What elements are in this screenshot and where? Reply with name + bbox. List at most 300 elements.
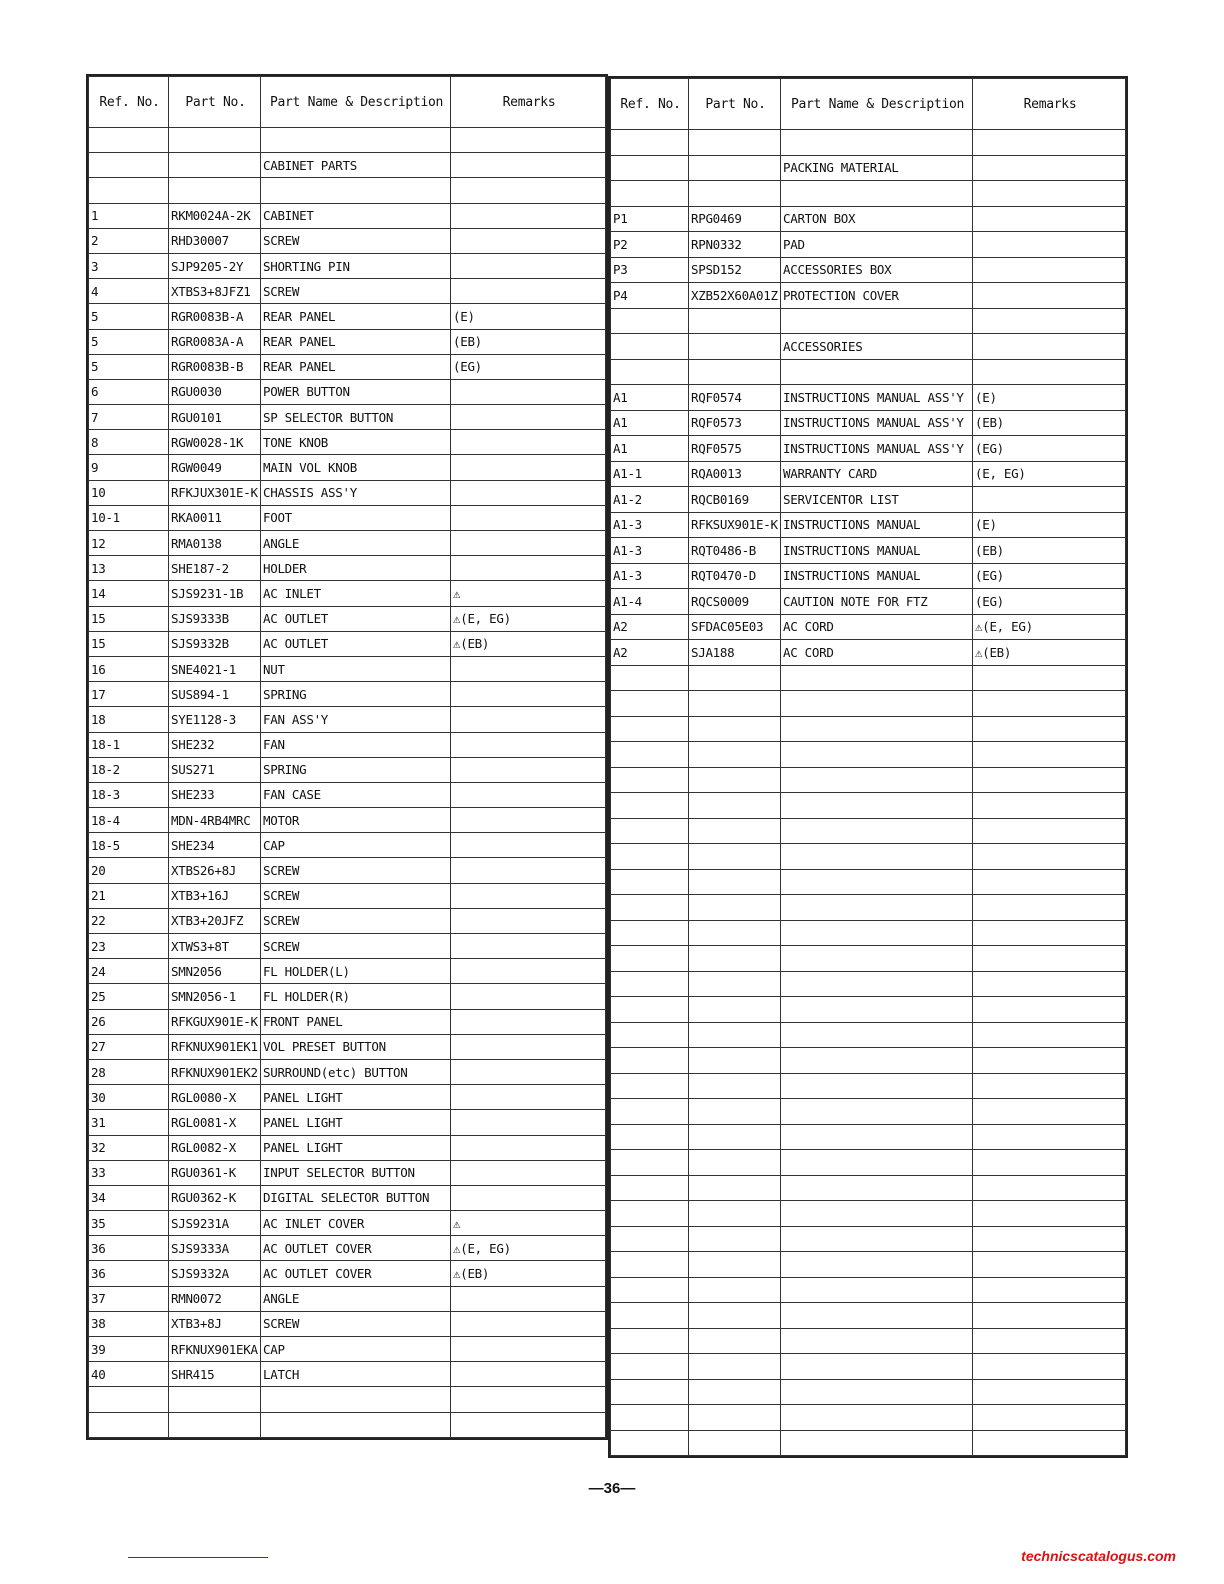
part-no-cell <box>169 128 261 153</box>
description-cell: ACCESSORIES <box>781 334 973 360</box>
table-row <box>611 257 1126 283</box>
part-no-cell <box>689 1201 781 1227</box>
table-row <box>89 379 606 404</box>
ref-no-cell <box>611 1201 689 1227</box>
description-cell: CARTON BOX <box>781 206 973 232</box>
table-row <box>611 283 1126 309</box>
ref-no-cell: A1 <box>611 410 689 436</box>
remarks-cell <box>973 1328 1126 1354</box>
part-no-cell: SJS9332A <box>169 1261 261 1286</box>
description-cell <box>781 1073 973 1099</box>
ref-no-cell <box>611 742 689 768</box>
remarks-cell <box>973 895 1126 921</box>
table-row <box>611 1073 1126 1099</box>
description-cell <box>781 1405 973 1431</box>
ref-no-cell <box>611 1354 689 1380</box>
description-cell <box>261 128 451 153</box>
description-cell <box>781 1354 973 1380</box>
remarks-cell <box>451 1311 606 1336</box>
part-no-cell <box>689 716 781 742</box>
ref-no-cell: 37 <box>89 1286 169 1311</box>
ref-no-cell <box>611 1405 689 1431</box>
part-no-cell <box>689 1022 781 1048</box>
description-cell <box>781 767 973 793</box>
part-no-cell <box>169 153 261 178</box>
ref-no-cell: 10-1 <box>89 505 169 530</box>
description-cell: VOL PRESET BUTTON <box>261 1034 451 1059</box>
ref-no-cell: 38 <box>89 1311 169 1336</box>
description-cell: FAN CASE <box>261 782 451 807</box>
part-no-cell <box>689 1379 781 1405</box>
remarks-cell: (E) <box>451 304 606 329</box>
remarks-cell <box>973 155 1126 181</box>
ref-no-cell <box>611 716 689 742</box>
part-no-cell: RQF0575 <box>689 436 781 462</box>
remarks-cell: ⚠(EB) <box>451 1261 606 1286</box>
ref-no-cell <box>611 1277 689 1303</box>
table-row <box>611 232 1126 258</box>
description-cell <box>781 1303 973 1329</box>
part-no-header: Part No. <box>689 79 781 130</box>
table-row <box>611 1277 1126 1303</box>
remarks-cell <box>451 732 606 757</box>
ref-no-cell: 8 <box>89 430 169 455</box>
description-cell: AC CORD <box>781 614 973 640</box>
ref-no-header: Ref. No. <box>89 77 169 128</box>
ref-no-cell: A1-4 <box>611 589 689 615</box>
table-row <box>89 253 606 278</box>
ref-no-cell <box>611 691 689 717</box>
description-cell: REAR PANEL <box>261 329 451 354</box>
remarks-cell <box>451 1110 606 1135</box>
table-row <box>89 833 606 858</box>
ref-no-cell: 1 <box>89 203 169 228</box>
remarks-cell <box>973 1405 1126 1431</box>
remarks-cell <box>973 334 1126 360</box>
description-cell: CAP <box>261 833 451 858</box>
part-no-cell: RQA0013 <box>689 461 781 487</box>
ref-no-cell <box>89 153 169 178</box>
table-row <box>89 153 606 178</box>
part-no-cell <box>689 997 781 1023</box>
ref-no-cell: 3 <box>89 253 169 278</box>
description-cell <box>781 359 973 385</box>
description-cell: FOOT <box>261 505 451 530</box>
ref-no-cell: 17 <box>89 682 169 707</box>
ref-no-cell: A1-3 <box>611 538 689 564</box>
table-row <box>89 279 606 304</box>
description-cell <box>781 818 973 844</box>
remarks-header: Remarks <box>451 77 606 128</box>
ref-no-cell <box>611 1252 689 1278</box>
ref-no-cell: A2 <box>611 640 689 666</box>
description-cell <box>781 1226 973 1252</box>
part-no-cell <box>689 1354 781 1380</box>
remarks-cell <box>973 1124 1126 1150</box>
remarks-cell <box>973 1048 1126 1074</box>
ref-no-cell <box>611 334 689 360</box>
description-cell: INPUT SELECTOR BUTTON <box>261 1160 451 1185</box>
remarks-cell <box>973 1430 1126 1456</box>
remarks-cell <box>973 869 1126 895</box>
description-cell <box>781 308 973 334</box>
ref-no-cell: 33 <box>89 1160 169 1185</box>
table-row <box>89 1387 606 1412</box>
table-row <box>611 1048 1126 1074</box>
part-no-cell: SHE232 <box>169 732 261 757</box>
part-no-cell <box>689 308 781 334</box>
table-row <box>611 818 1126 844</box>
description-cell <box>781 997 973 1023</box>
description-cell <box>781 1379 973 1405</box>
description-cell <box>781 181 973 207</box>
remarks-cell <box>973 1150 1126 1176</box>
ref-no-cell: 18-5 <box>89 833 169 858</box>
part-no-cell: SUS894-1 <box>169 682 261 707</box>
table-row <box>611 665 1126 691</box>
remarks-cell <box>451 1387 606 1412</box>
description-cell <box>781 1022 973 1048</box>
remarks-cell <box>451 253 606 278</box>
part-no-cell <box>689 1303 781 1329</box>
table-row <box>89 1034 606 1059</box>
ref-no-cell <box>611 1048 689 1074</box>
description-cell: INSTRUCTIONS MANUAL <box>781 538 973 564</box>
description-cell: FAN <box>261 732 451 757</box>
table-row <box>611 410 1126 436</box>
description-cell: AC INLET COVER <box>261 1211 451 1236</box>
table-row <box>89 531 606 556</box>
remarks-cell <box>451 808 606 833</box>
table-row <box>611 334 1126 360</box>
description-cell: CAUTION NOTE FOR FTZ <box>781 589 973 615</box>
table-row <box>611 563 1126 589</box>
remarks-cell <box>973 818 1126 844</box>
part-no-cell <box>689 844 781 870</box>
part-no-cell <box>689 1430 781 1456</box>
ref-no-cell: 5 <box>89 354 169 379</box>
remarks-cell <box>973 1277 1126 1303</box>
table-row <box>611 461 1126 487</box>
ref-no-cell <box>611 1175 689 1201</box>
table-row <box>89 1110 606 1135</box>
description-cell: ANGLE <box>261 1286 451 1311</box>
part-no-cell <box>689 895 781 921</box>
remarks-cell <box>451 1059 606 1084</box>
remarks-cell <box>973 359 1126 385</box>
ref-no-cell: 5 <box>89 304 169 329</box>
ref-no-cell: 2 <box>89 228 169 253</box>
part-no-cell: XTB3+20JFZ <box>169 908 261 933</box>
description-cell: SURROUND(etc) BUTTON <box>261 1059 451 1084</box>
remarks-cell <box>973 971 1126 997</box>
part-no-cell: RHD30007 <box>169 228 261 253</box>
table-row <box>89 354 606 379</box>
part-no-cell: RQF0574 <box>689 385 781 411</box>
description-cell: MAIN VOL KNOB <box>261 455 451 480</box>
part-no-cell: MDN-4RB4MRC <box>169 808 261 833</box>
ref-no-cell <box>611 1226 689 1252</box>
ref-no-cell <box>611 844 689 870</box>
description-cell: SCREW <box>261 279 451 304</box>
table-row <box>89 631 606 656</box>
part-no-cell: RPG0469 <box>689 206 781 232</box>
description-cell: FRONT PANEL <box>261 1009 451 1034</box>
description-cell: FL HOLDER(R) <box>261 984 451 1009</box>
description-cell: FAN ASS'Y <box>261 707 451 732</box>
description-cell <box>781 1048 973 1074</box>
description-cell: REAR PANEL <box>261 354 451 379</box>
description-cell <box>781 1124 973 1150</box>
description-cell <box>261 1387 451 1412</box>
ref-no-cell: P2 <box>611 232 689 258</box>
part-no-cell: RFKGUX901E-K <box>169 1009 261 1034</box>
ref-no-cell: 5 <box>89 329 169 354</box>
description-cell: CHASSIS ASS'Y <box>261 480 451 505</box>
remarks-cell: (EB) <box>973 538 1126 564</box>
ref-no-cell <box>611 818 689 844</box>
part-no-cell: RGL0081-X <box>169 1110 261 1135</box>
remarks-cell <box>973 767 1126 793</box>
remarks-cell <box>973 308 1126 334</box>
remarks-cell <box>973 487 1126 513</box>
remarks-cell: (E) <box>973 512 1126 538</box>
description-cell <box>781 716 973 742</box>
remarks-cell <box>451 1135 606 1160</box>
remarks-cell <box>973 257 1126 283</box>
table-row <box>89 1286 606 1311</box>
description-cell <box>781 1328 973 1354</box>
remarks-cell: (EG) <box>973 436 1126 462</box>
table-row <box>611 589 1126 615</box>
remarks-cell: (E) <box>973 385 1126 411</box>
description-cell: PANEL LIGHT <box>261 1135 451 1160</box>
table-row <box>611 1379 1126 1405</box>
table-row <box>611 1201 1126 1227</box>
remarks-cell <box>451 556 606 581</box>
description-cell: SCREW <box>261 1311 451 1336</box>
part-no-cell <box>689 793 781 819</box>
ref-no-cell: 16 <box>89 656 169 681</box>
table-row <box>89 581 606 606</box>
ref-no-cell <box>611 793 689 819</box>
part-no-cell: SHE233 <box>169 782 261 807</box>
table-row <box>89 203 606 228</box>
remarks-cell <box>973 1354 1126 1380</box>
remarks-cell: ⚠(E, EG) <box>973 614 1126 640</box>
table-row <box>611 920 1126 946</box>
table-row <box>611 640 1126 666</box>
part-no-cell <box>689 742 781 768</box>
remarks-cell <box>451 178 606 203</box>
description-cell <box>781 946 973 972</box>
table-row <box>89 959 606 984</box>
description-cell <box>781 895 973 921</box>
table-row <box>611 614 1126 640</box>
table-row <box>89 682 606 707</box>
table-row <box>89 757 606 782</box>
part-no-cell <box>689 1048 781 1074</box>
ref-no-cell <box>89 178 169 203</box>
description-cell: REAR PANEL <box>261 304 451 329</box>
table-row <box>611 1022 1126 1048</box>
part-no-cell: RFKNUX901EK1 <box>169 1034 261 1059</box>
description-cell: SCREW <box>261 858 451 883</box>
remarks-cell <box>451 833 606 858</box>
description-cell: SHORTING PIN <box>261 253 451 278</box>
part-no-cell: RGR0083A-A <box>169 329 261 354</box>
table-row <box>89 430 606 455</box>
footer-rule <box>128 1557 268 1558</box>
ref-no-cell: 32 <box>89 1135 169 1160</box>
description-cell: FL HOLDER(L) <box>261 959 451 984</box>
table-row <box>89 329 606 354</box>
ref-no-cell: P3 <box>611 257 689 283</box>
remarks-cell <box>451 505 606 530</box>
ref-no-cell <box>611 665 689 691</box>
ref-no-cell <box>611 1328 689 1354</box>
description-cell: AC OUTLET <box>261 631 451 656</box>
ref-no-cell <box>611 155 689 181</box>
remarks-cell: ⚠(E, EG) <box>451 1236 606 1261</box>
remarks-header: Remarks <box>973 79 1126 130</box>
part-no-cell <box>689 1226 781 1252</box>
ref-no-cell: 39 <box>89 1337 169 1362</box>
part-no-cell: RFKNUX901EK2 <box>169 1059 261 1084</box>
description-cell: INSTRUCTIONS MANUAL ASS'Y <box>781 436 973 462</box>
part-no-cell: RGW0049 <box>169 455 261 480</box>
table-row <box>611 206 1126 232</box>
remarks-cell <box>451 405 606 430</box>
table-row <box>89 1185 606 1210</box>
description-cell <box>781 1430 973 1456</box>
table-row <box>611 1124 1126 1150</box>
part-no-cell <box>689 1073 781 1099</box>
ref-no-cell: A1-3 <box>611 512 689 538</box>
description-cell <box>781 742 973 768</box>
part-no-cell: RQF0573 <box>689 410 781 436</box>
part-no-cell: RQT0470-D <box>689 563 781 589</box>
remarks-cell <box>973 1252 1126 1278</box>
remarks-cell <box>973 181 1126 207</box>
remarks-cell <box>973 130 1126 156</box>
description-cell: PANEL LIGHT <box>261 1110 451 1135</box>
ref-no-cell <box>89 1387 169 1412</box>
ref-no-cell <box>611 181 689 207</box>
footer-link[interactable]: technicscatalogus.com <box>1021 1548 1176 1564</box>
description-cell: TONE KNOB <box>261 430 451 455</box>
ref-no-cell: A1-1 <box>611 461 689 487</box>
description-cell: INSTRUCTIONS MANUAL ASS'Y <box>781 385 973 411</box>
part-no-cell: SYE1128-3 <box>169 707 261 732</box>
part-no-cell <box>689 869 781 895</box>
table-row <box>89 707 606 732</box>
part-no-cell <box>689 946 781 972</box>
table-row <box>89 505 606 530</box>
part-no-cell: SJS9333B <box>169 606 261 631</box>
ref-no-cell <box>611 1073 689 1099</box>
table-row <box>89 304 606 329</box>
remarks-cell <box>451 858 606 883</box>
part-no-cell <box>689 130 781 156</box>
remarks-cell <box>973 920 1126 946</box>
table-row <box>89 480 606 505</box>
part-no-cell: RFKNUX901EKA <box>169 1337 261 1362</box>
remarks-cell <box>451 682 606 707</box>
part-no-cell: SJA188 <box>689 640 781 666</box>
description-cell <box>781 1150 973 1176</box>
table-row <box>611 691 1126 717</box>
part-no-cell: XTBS26+8J <box>169 858 261 883</box>
description-cell: AC OUTLET <box>261 606 451 631</box>
table-row <box>611 130 1126 156</box>
ref-no-header: Ref. No. <box>611 79 689 130</box>
part-no-cell: RPN0332 <box>689 232 781 258</box>
table-row <box>89 1160 606 1185</box>
remarks-cell <box>973 716 1126 742</box>
remarks-cell <box>451 984 606 1009</box>
table-row <box>611 1405 1126 1431</box>
ref-no-cell <box>89 1412 169 1437</box>
description-cell: ANGLE <box>261 531 451 556</box>
description-cell <box>781 1175 973 1201</box>
table-row <box>611 742 1126 768</box>
description-cell: NUT <box>261 656 451 681</box>
part-no-cell: RQCS0009 <box>689 589 781 615</box>
table-row <box>89 1261 606 1286</box>
ref-no-cell <box>611 946 689 972</box>
description-cell: INSTRUCTIONS MANUAL <box>781 563 973 589</box>
description-cell: SCREW <box>261 883 451 908</box>
remarks-cell <box>973 793 1126 819</box>
part-no-cell: SJS9231A <box>169 1211 261 1236</box>
part-no-cell: XTBS3+8JFZ1 <box>169 279 261 304</box>
remarks-cell <box>973 946 1126 972</box>
ref-no-cell: 4 <box>89 279 169 304</box>
part-no-cell: SJS9332B <box>169 631 261 656</box>
remarks-cell <box>451 1034 606 1059</box>
table-row <box>611 308 1126 334</box>
part-no-cell <box>689 920 781 946</box>
part-no-cell <box>689 1252 781 1278</box>
description-cell <box>261 178 451 203</box>
ref-no-cell: 18-2 <box>89 757 169 782</box>
ref-no-cell <box>611 1379 689 1405</box>
ref-no-cell: 30 <box>89 1085 169 1110</box>
part-no-cell: SJS9231-1B <box>169 581 261 606</box>
part-no-cell <box>689 155 781 181</box>
table-row <box>611 359 1126 385</box>
part-no-cell: RGW0028-1K <box>169 430 261 455</box>
description-cell: CAP <box>261 1337 451 1362</box>
remarks-cell <box>973 232 1126 258</box>
table-row <box>611 1099 1126 1125</box>
table-row <box>89 128 606 153</box>
table-row <box>611 487 1126 513</box>
part-no-cell: SMN2056-1 <box>169 984 261 1009</box>
remarks-cell <box>973 691 1126 717</box>
part-no-cell: SHR415 <box>169 1362 261 1387</box>
remarks-cell <box>451 1412 606 1437</box>
part-no-cell: RFKSUX901E-K <box>689 512 781 538</box>
remarks-cell <box>973 1175 1126 1201</box>
ref-no-cell <box>611 997 689 1023</box>
remarks-cell <box>973 1201 1126 1227</box>
table-row <box>89 1311 606 1336</box>
remarks-cell <box>451 455 606 480</box>
part-no-header: Part No. <box>169 77 261 128</box>
table-row <box>89 1236 606 1261</box>
